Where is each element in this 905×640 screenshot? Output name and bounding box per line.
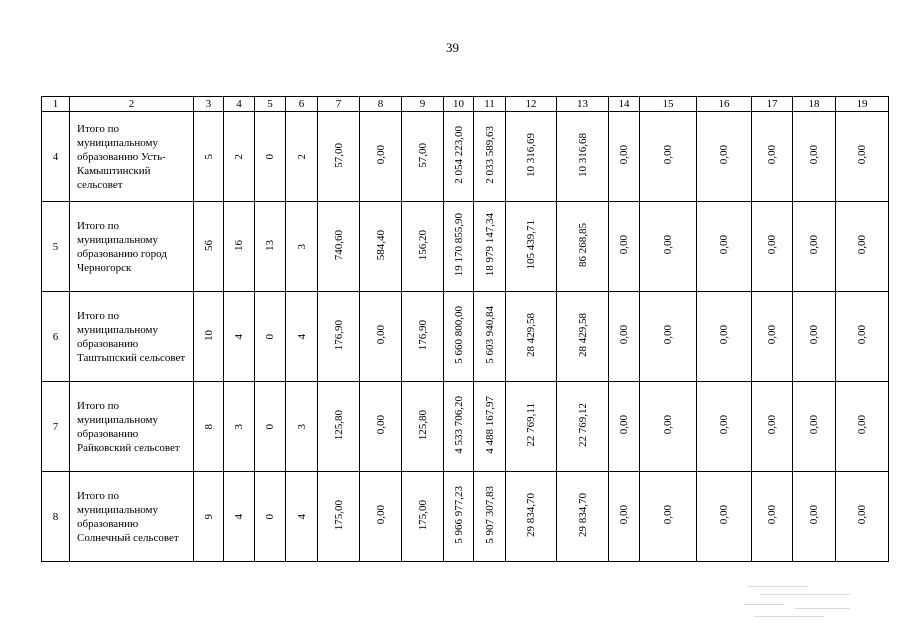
cell-value: 4 xyxy=(295,514,308,520)
cell-value: 57,00 xyxy=(416,142,429,168)
cell-value: 0,00 xyxy=(808,415,820,435)
cell-value: 0,00 xyxy=(374,145,387,165)
header-cell: 15 xyxy=(640,97,697,112)
row-number: 4 xyxy=(42,112,70,202)
header-cell: 17 xyxy=(752,97,793,112)
cell-value: 0,00 xyxy=(808,145,820,165)
header-cell: 8 xyxy=(360,97,402,112)
cell-value: 2 054 223,00 xyxy=(452,126,465,184)
cell-value: 3 xyxy=(233,424,245,430)
cell-value: 29 834,70 xyxy=(525,493,537,537)
header-cell: 5 xyxy=(255,97,286,112)
cell-value: 0 xyxy=(264,424,276,430)
cell-value: 175,00 xyxy=(416,499,429,531)
cell-value: 2 xyxy=(295,154,308,160)
cell-value: 0,00 xyxy=(808,325,820,345)
cell-value: 8 xyxy=(202,424,215,430)
cell-value: 4 488 167,97 xyxy=(483,396,496,454)
cell-value: 0 xyxy=(264,514,276,520)
table-row xyxy=(42,112,889,202)
cell-value: 0,00 xyxy=(718,325,730,345)
row-number: 7 xyxy=(42,382,70,472)
cell-value: 0,00 xyxy=(808,505,820,525)
header-cell: 19 xyxy=(836,97,889,112)
cell-value: 0,00 xyxy=(374,325,387,345)
municipality-name: Итого по муниципальному образованию Райковский сельсовет xyxy=(70,382,194,472)
header-cell: 14 xyxy=(609,97,640,112)
header-cell: 11 xyxy=(474,97,506,112)
table-row xyxy=(42,472,889,562)
cell-value: 29 834,70 xyxy=(576,493,589,537)
municipality-name: Итого по муниципальному образованию город Черногорск xyxy=(70,202,194,292)
cell-value: 0,00 xyxy=(662,235,674,255)
cell-value: 10 316,68 xyxy=(576,133,589,177)
cell-value: 0,00 xyxy=(856,505,868,525)
cell-value: 125,80 xyxy=(332,409,345,441)
cell-value: 0,00 xyxy=(718,145,730,165)
cell-value: 0,00 xyxy=(766,145,778,165)
header-cell: 3 xyxy=(194,97,224,112)
header-row xyxy=(42,97,889,112)
cell-value: 0,00 xyxy=(718,235,730,255)
cell-value: 0,00 xyxy=(618,145,630,165)
cell-value: 156,20 xyxy=(416,229,429,261)
cell-value: 740,60 xyxy=(332,229,345,261)
faint-stamp-marks xyxy=(740,582,865,624)
cell-value: 13 xyxy=(264,239,276,251)
cell-value: 0,00 xyxy=(856,415,868,435)
cell-value: 5 603 940,84 xyxy=(483,306,496,364)
cell-value: 57,00 xyxy=(332,142,345,168)
header-cell: 16 xyxy=(697,97,752,112)
cell-value: 0,00 xyxy=(856,325,868,345)
cell-value: 2 xyxy=(233,154,245,160)
header-cell: 7 xyxy=(318,97,360,112)
cell-value: 125,80 xyxy=(416,409,429,441)
header-cell: 1 xyxy=(42,97,70,112)
row-number: 6 xyxy=(42,292,70,382)
cell-value: 5 907 307,83 xyxy=(483,486,496,544)
header-cell: 18 xyxy=(793,97,836,112)
cell-value: 3 xyxy=(295,244,308,250)
cell-value: 584,40 xyxy=(374,229,387,261)
cell-value: 0,00 xyxy=(618,325,630,345)
cell-value: 4 533 706,20 xyxy=(452,396,465,454)
cell-value: 0,00 xyxy=(766,325,778,345)
cell-value: 0,00 xyxy=(374,505,387,525)
municipality-name: Итого по муниципальному образованию Таштыпский сельсовет xyxy=(70,292,194,382)
cell-value: 0,00 xyxy=(856,235,868,255)
cell-value: 0,00 xyxy=(374,415,387,435)
cell-value: 16 xyxy=(233,239,245,251)
cell-value: 176,90 xyxy=(332,319,345,351)
cell-value: 0,00 xyxy=(662,505,674,525)
cell-value: 28 429,58 xyxy=(576,313,589,357)
cell-value: 4 xyxy=(295,334,308,340)
row-number: 8 xyxy=(42,472,70,562)
header-cell: 10 xyxy=(444,97,474,112)
header-cell: 6 xyxy=(286,97,318,112)
cell-value: 22 769,12 xyxy=(576,403,589,447)
cell-value: 0,00 xyxy=(766,415,778,435)
cell-value: 28 429,58 xyxy=(525,313,537,357)
cell-value: 3 xyxy=(295,424,308,430)
cell-value: 0,00 xyxy=(662,145,674,165)
municipality-name: Итого по муниципальному образованию Усть-Камыштинский сельсовет xyxy=(70,112,194,202)
cell-value: 19 170 855,90 xyxy=(452,213,465,277)
cell-value: 0,00 xyxy=(662,325,674,345)
cell-value: 176,90 xyxy=(416,319,429,351)
header-cell: 13 xyxy=(557,97,609,112)
cell-value: 0,00 xyxy=(808,235,820,255)
cell-value: 18 979 147,34 xyxy=(483,213,496,277)
data-table xyxy=(41,96,889,562)
cell-value: 4 xyxy=(233,334,245,340)
cell-value: 86 268,85 xyxy=(576,223,589,267)
cell-value: 0,00 xyxy=(718,415,730,435)
cell-value: 0,00 xyxy=(766,505,778,525)
table-row xyxy=(42,382,889,472)
header-cell: 2 xyxy=(70,97,194,112)
cell-value: 56 xyxy=(202,239,215,251)
cell-value: 175,00 xyxy=(332,499,345,531)
cell-value: 0 xyxy=(264,154,276,160)
page-number: 39 xyxy=(446,40,459,55)
cell-value: 10 xyxy=(202,329,215,341)
cell-value: 4 xyxy=(233,514,245,520)
header-cell: 12 xyxy=(506,97,557,112)
cell-value: 2 033 589,63 xyxy=(483,126,496,184)
row-number: 5 xyxy=(42,202,70,292)
cell-value: 5 966 977,23 xyxy=(452,486,465,544)
municipality-name: Итого по муниципальному образованию Солнечный сельсовет xyxy=(70,472,194,562)
cell-value: 0,00 xyxy=(718,505,730,525)
table-row xyxy=(42,292,889,382)
cell-value: 5 660 800,00 xyxy=(452,306,465,364)
cell-value: 0,00 xyxy=(618,415,630,435)
cell-value: 0,00 xyxy=(856,145,868,165)
header-cell: 4 xyxy=(224,97,255,112)
cell-value: 0,00 xyxy=(618,505,630,525)
header-cell: 9 xyxy=(402,97,444,112)
cell-value: 0,00 xyxy=(618,235,630,255)
cell-value: 10 316,69 xyxy=(525,133,537,177)
cell-value: 105 439,71 xyxy=(525,220,537,270)
cell-value: 22 769,11 xyxy=(525,403,537,447)
cell-value: 5 xyxy=(202,154,215,160)
cell-value: 0 xyxy=(264,334,276,340)
cell-value: 9 xyxy=(202,514,215,520)
cell-value: 0,00 xyxy=(662,415,674,435)
table-row xyxy=(42,202,889,292)
cell-value: 0,00 xyxy=(766,235,778,255)
